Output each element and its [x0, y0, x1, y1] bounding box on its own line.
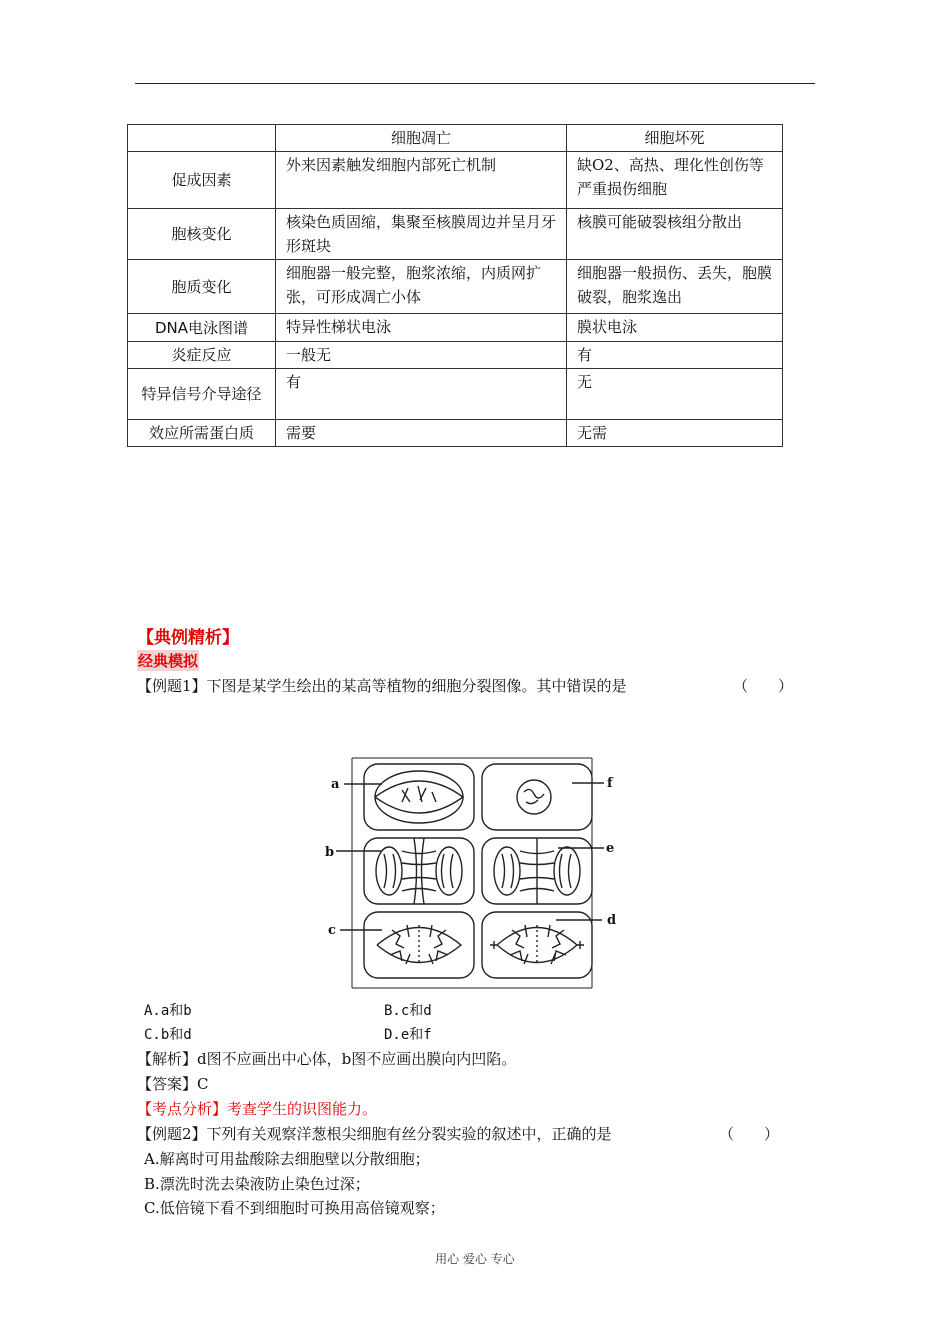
question1-option-b[interactable]: B.c和d: [384, 1003, 432, 1019]
table-row: [128, 260, 783, 314]
question1-answer: 【答案】C: [137, 1075, 209, 1093]
question2-stem: 【例题2】下列有关观察洋葱根尖细胞有丝分裂实验的叙述中，正确的是: [137, 1125, 612, 1143]
figure-label-e: e: [606, 841, 615, 856]
question1-analysis: 【解析】d图不应画出中心体，b图不应画出膜向内凹陷。: [137, 1050, 517, 1068]
column-header-necrosis: 细胞坏死: [567, 125, 783, 152]
question1-answer-blank: （ ）: [733, 677, 794, 695]
question1-key-point: [137, 1098, 377, 1119]
question2-option-b[interactable]: B.漂洗时洗去染液防止染色过深；: [144, 1175, 370, 1193]
column-header-apoptosis: 细胞凋亡: [276, 125, 567, 152]
figure-label-a: a: [331, 777, 340, 792]
question1-option-c[interactable]: C.b和d: [144, 1027, 192, 1043]
cell-apoptosis: 特异性梯状电泳: [276, 314, 567, 342]
cell-apoptosis: 细胞器一般完整，胞浆浓缩，内质网扩张，可形成凋亡小体: [276, 260, 567, 314]
row-label: 特异信号介导途径: [128, 369, 276, 420]
figure-label-c: c: [328, 923, 336, 938]
row-label: 效应所需蛋白质: [128, 420, 276, 447]
question1-option-a[interactable]: A.a和b: [144, 1003, 192, 1019]
cell-necrosis: 无需: [567, 420, 783, 447]
table-corner: [128, 125, 276, 152]
table-row: [128, 152, 783, 209]
question1-option-d[interactable]: D.e和f: [384, 1027, 432, 1043]
cell-apoptosis: 一般无: [276, 342, 567, 369]
section-title: 【典例精析】: [137, 628, 239, 648]
row-label: 胞质变化: [128, 260, 276, 314]
row-label: 炎症反应: [128, 342, 276, 369]
table-row: [128, 209, 783, 260]
cell-necrosis: 膜状电泳: [567, 314, 783, 342]
figure-label-b: b: [325, 845, 335, 860]
section-subtitle: 经典模拟: [138, 652, 199, 670]
comparison-table: [127, 124, 783, 447]
question2-option-c[interactable]: C.低倍镜下看不到细胞时可换用高倍镜观察；: [144, 1199, 445, 1217]
table-row: [128, 342, 783, 369]
cell-apoptosis: 核染色质固缩，集聚至核膜周边并呈月牙形斑块: [276, 209, 567, 260]
question2-answer-blank: （ ）: [719, 1125, 780, 1143]
key-point-text: 考查学生的识图能力。: [227, 1100, 378, 1118]
cell-apoptosis: 需要: [276, 420, 567, 447]
cell-necrosis: 无: [567, 369, 783, 420]
table-header-row: [128, 125, 783, 152]
table-row: [128, 314, 783, 342]
row-label: DNA电泳图谱: [128, 314, 276, 342]
question2-option-a[interactable]: A.解离时可用盐酸除去细胞壁以分散细胞；: [144, 1150, 430, 1168]
key-point-label: 【考点分析】: [137, 1100, 228, 1118]
figure-label-d: d: [607, 913, 617, 928]
table-row: [128, 369, 783, 420]
table-row: [128, 420, 783, 447]
row-label: 促成因素: [128, 152, 276, 209]
row-label: 胞核变化: [128, 209, 276, 260]
question1-stem: 【例题1】下图是某学生绘出的某高等植物的细胞分裂图像。其中错误的是: [137, 677, 627, 695]
cell-apoptosis: 有: [276, 369, 567, 420]
cell-apoptosis: 外来因素触发细胞内部死亡机制: [276, 152, 567, 209]
header-rule: [135, 83, 815, 84]
figure-label-f: f: [607, 776, 613, 791]
cell-necrosis: 有: [567, 342, 783, 369]
cell-division-figure: [322, 750, 622, 990]
page-footer: 用心 爱心 专心: [435, 1252, 515, 1266]
cell-necrosis: 核膜可能破裂核组分散出: [567, 209, 783, 260]
cell-necrosis: 细胞器一般损伤、丢失，胞膜破裂，胞浆逸出: [567, 260, 783, 314]
cell-necrosis: 缺O2、高热、理化性创伤等严重损伤细胞: [567, 152, 783, 209]
